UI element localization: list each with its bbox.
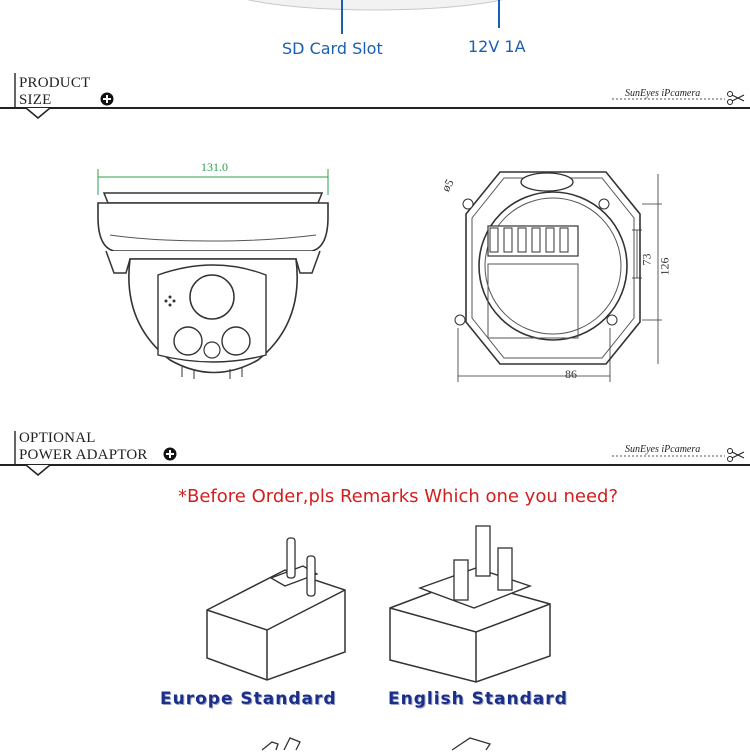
section-title-line1: PRODUCT	[19, 75, 91, 91]
scissors-icon	[726, 448, 746, 462]
europe-standard-label[interactable]: Europe Standard	[160, 689, 337, 709]
dimension-hole-label: ø5	[438, 176, 457, 194]
section-title-line2: POWER ADAPTOR	[19, 447, 148, 463]
expand-icon[interactable]	[100, 92, 114, 106]
camera-top-view-drawing	[430, 160, 670, 390]
expand-icon[interactable]	[163, 447, 177, 461]
brand-tag: SunEyes iPcamera	[625, 88, 701, 99]
camera-side-view-drawing	[90, 155, 340, 385]
europe-plug-illustration	[195, 530, 375, 690]
brand-tag: SunEyes iPcamera	[625, 444, 701, 455]
section-title-product-size	[19, 75, 90, 109]
dimension-w2-label: 86	[565, 367, 577, 381]
section-title-line2: SIZE	[19, 92, 52, 108]
dimension-width-label: 131.0	[201, 160, 228, 174]
partial-plug-illustrations	[0, 734, 750, 754]
sd-card-slot-callout: SD Card Slot	[282, 39, 383, 58]
section-title-power-adaptor	[19, 430, 148, 464]
section-title-line1: OPTIONAL	[19, 430, 96, 446]
order-remark-note: *Before Order,pls Remarks Which one you need?	[178, 486, 619, 507]
dimension-h2-label: 126	[657, 257, 672, 276]
power-callout: 12V 1A	[468, 37, 526, 56]
english-standard-label[interactable]: English Standard	[388, 689, 568, 709]
scissors-icon	[726, 91, 746, 105]
english-plug-illustration	[380, 520, 560, 680]
dimension-h1-label: 73	[639, 253, 654, 266]
